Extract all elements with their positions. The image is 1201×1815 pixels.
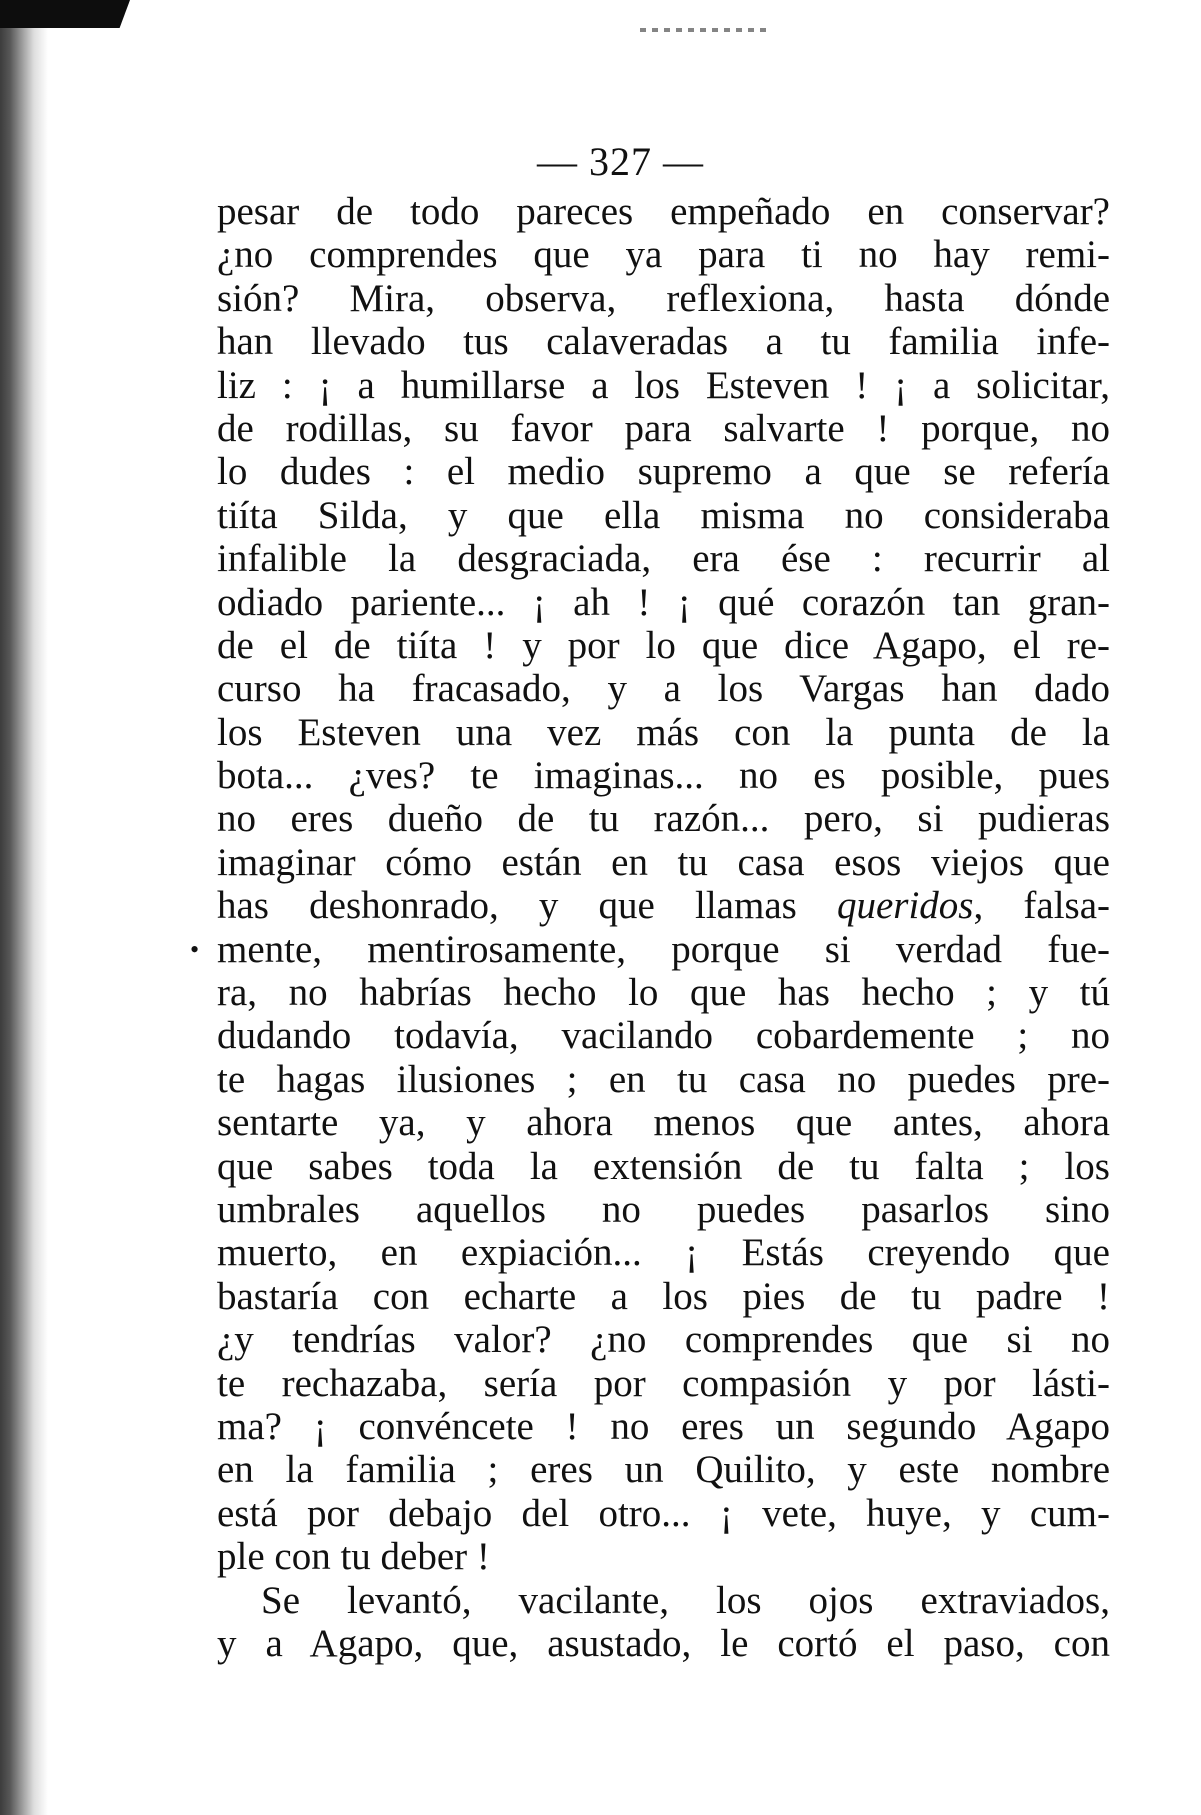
italic-word: queridos [836, 884, 974, 928]
text-line: los Esteven una vez más con la punta de la [217, 710, 1110, 754]
text-line: ¿y tendrías valor? ¿no comprendes que si no [217, 1318, 1110, 1362]
text-line: mente, mentirosamente, porque si verdad fue- [217, 927, 1110, 971]
text-line: lo dudes : el medio supremo a que se refería [217, 450, 1110, 494]
text-line: bota... ¿ves? te imaginas... no es posible, pues [217, 754, 1110, 798]
text-line: de el de tiíta ! y por lo que dice Agapo, el re- [217, 623, 1110, 667]
text-line: umbrales aquellos no puedes pasarlos sino [217, 1187, 1110, 1231]
text-line: bastaría con echarte a los pies de tu padre ! [217, 1274, 1110, 1318]
paragraph-last-line: ple con tu deber ! [217, 1535, 490, 1579]
text-line: han llevado tus calaveradas a tu familia infe- [217, 320, 1110, 364]
text-line: en la familia ; eres un Quilito, y este nombre [217, 1448, 1110, 1492]
text-line: tiíta Silda, y que ella misma no consideraba [217, 493, 1110, 537]
text-line: muerto, en expiación... ¡ Estás creyendo que [217, 1231, 1110, 1275]
text-fragment: , falsa- [973, 884, 1111, 928]
scan-specks [640, 28, 770, 32]
text-line: imaginar cómo están en tu casa esos viejos que [217, 840, 1110, 884]
text-line: odiado pariente... ¡ ah ! ¡ qué corazón tan gran- [217, 580, 1110, 624]
text-line: te rechazaba, sería por compasión y por lásti- [217, 1361, 1110, 1405]
text-line: ¿no comprendes que ya para ti no hay remi- [217, 233, 1110, 277]
text-line-with-italic [217, 884, 1110, 927]
page-binding-edge [0, 0, 48, 1815]
text-line: está por debajo del otro... ¡ vete, huye, y cum- [217, 1491, 1110, 1535]
text-line: ra, no habrías hecho lo que has hecho ; y tú [217, 971, 1110, 1015]
text-line: liz : ¡ a humillarse a los Esteven ! ¡ a solicitar, [217, 363, 1110, 407]
page-number: — 327 — [537, 139, 704, 184]
text-line: pesar de todo pareces empeñado en conservar? [217, 190, 1110, 233]
text-line: ma? ¡ convéncete ! no eres un segundo Agapo [217, 1404, 1110, 1448]
text-line: no eres dueño de tu razón... pero, si pudieras [217, 797, 1110, 841]
margin-mark: • [190, 935, 200, 964]
scan-corner-mark [0, 0, 130, 28]
text-line: y a Agapo, que, asustado, le cortó el paso, con [217, 1621, 1110, 1665]
text-line: dudando todavía, vacilando cobardemente ; no [217, 1014, 1110, 1058]
text-fragment: has deshonrado, y que llamas [217, 884, 837, 928]
text-line: te hagas ilusiones ; en tu casa no puedes pre- [217, 1057, 1110, 1101]
text-line: curso ha fracasado, y a los Vargas han dado [217, 667, 1110, 711]
paragraph-first-line: Se levantó, vacilante, los ojos extraviados, [261, 1578, 1110, 1622]
text-line: que sabes toda la extensión de tu falta ; los [217, 1144, 1110, 1188]
text-line: sentarte ya, y ahora menos que antes, ahora [217, 1101, 1110, 1145]
text-line: de rodillas, su favor para salvarte ! porque, no [217, 406, 1110, 450]
text-line: infalible la desgraciada, era ése : recurrir al [217, 537, 1110, 581]
text-line: sión? Mira, observa, reflexiona, hasta dónde [217, 276, 1110, 320]
body-text [217, 190, 1110, 1665]
